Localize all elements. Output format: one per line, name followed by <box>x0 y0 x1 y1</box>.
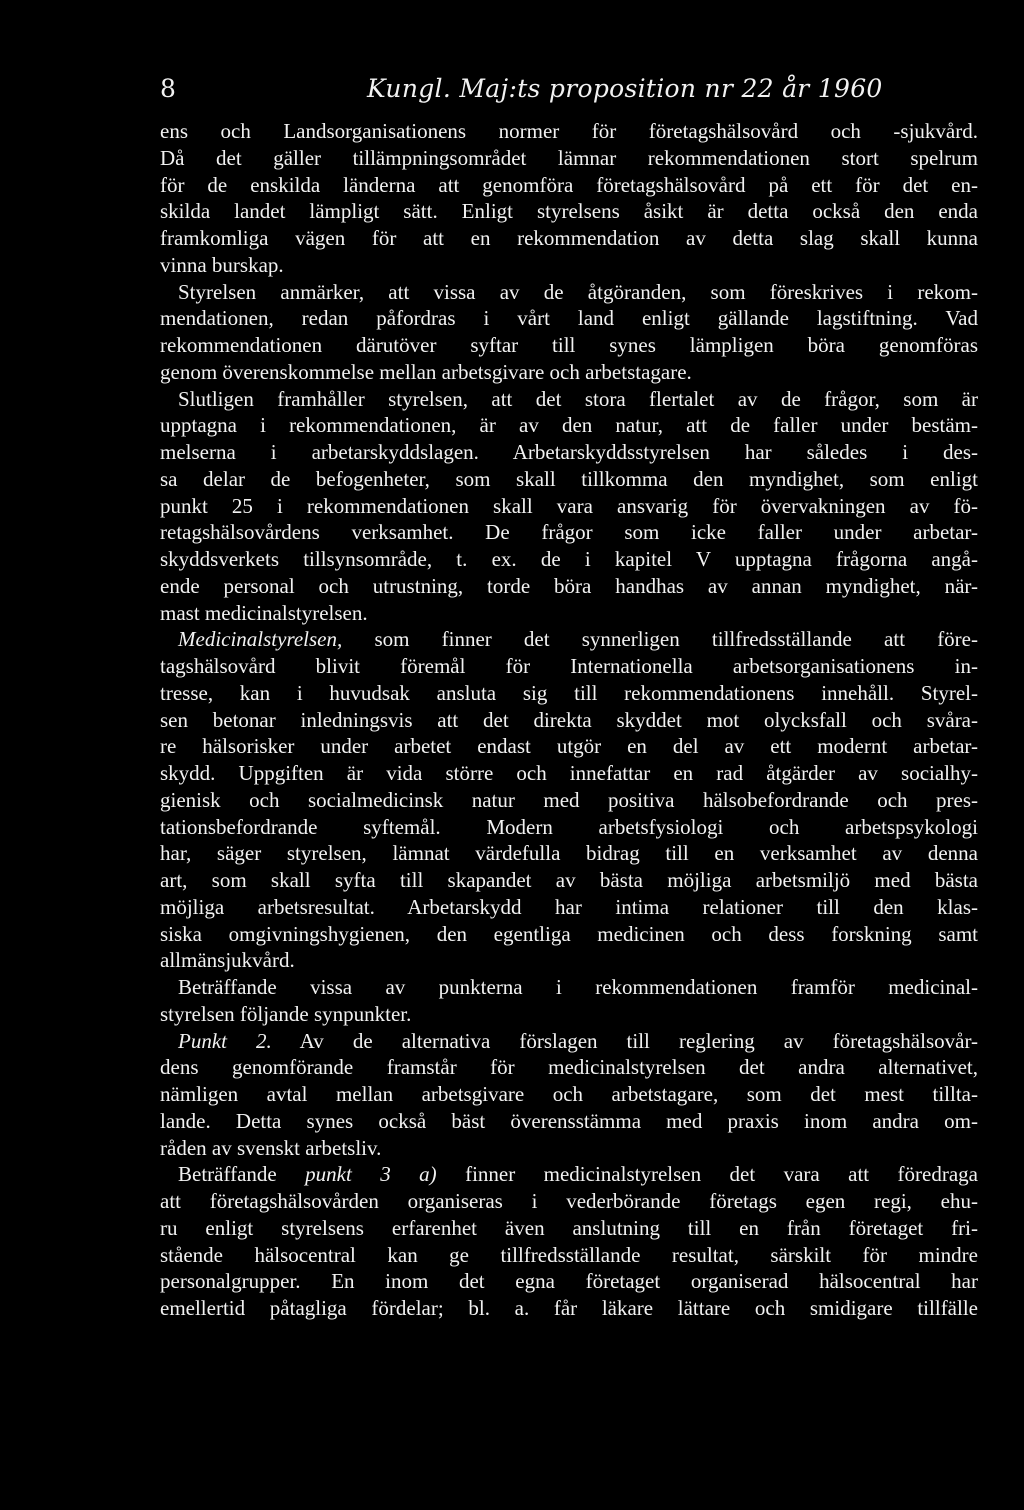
text-line: lande. Detta synes också bäst överensstämma med praxis inom andra om- <box>160 1108 978 1133</box>
text-line: gienisk och socialmedicinsk natur med positiva hälsobefordrande och pres- <box>160 787 978 812</box>
italic-term: punkt 3 a) <box>305 1162 437 1187</box>
text-line: retagshälsovårdens verksamhet. De frågor som icke faller under arbetar- <box>160 520 978 545</box>
text-line: tresse, kan i huvudsak ansluta sig till rekommendationens innehåll. Styrel- <box>160 680 978 705</box>
text-line: Slutligen framhåller styrelsen, att det stora flertalet av de frågor, som är <box>178 386 978 411</box>
text-line <box>160 626 978 653</box>
text-line: Då det gäller tillämpningsområdet lämnar rekommendationen stort spelrum <box>160 145 978 170</box>
text-line: nämligen avtal mellan arbetsgivare och arbetstagare, som det mest tillta- <box>160 1082 978 1106</box>
text-line: dens genomförande framstår för medicinalstyrelsen det andra alternativet, <box>160 1055 978 1080</box>
text-line: rekommendationen därutöver syftar till synes lämpligen böra genomföras <box>160 333 978 357</box>
text-line: ru enligt styrelsens erfarenhet även anslutning till en från företaget fri- <box>160 1215 978 1240</box>
text-line: punkt 25 i rekommendationen skall vara ansvarig för övervakningen av fö- <box>160 493 978 518</box>
running-title: Kungl. Maj:ts proposition nr 22 år 1960 <box>367 74 883 103</box>
text-line: för de enskilda länderna att genomföra företagshälsovård på ett för det en- <box>160 172 978 197</box>
text-line: vinna burskap. <box>160 252 284 277</box>
text-line: upptagna i rekommendationen, är av den natur, att de faller under bestäm- <box>160 413 978 438</box>
text-line: har, säger styrelsen, lämnat värdefulla bidrag till en verksamhet av denna <box>160 841 978 866</box>
text-line: emellertid påtagliga fördelar; bl. a. får läkare lättare och smidigare tillfälle <box>160 1296 978 1320</box>
text-line: ens och Landsorganisationens normer för företagshälsovård och -sjukvård. <box>160 119 978 143</box>
text-line <box>160 1028 978 1055</box>
text-line: skyddsverkets tillsynsområde, t. ex. de i kapitel V upptagna frågorna angå- <box>160 547 978 571</box>
text-line: att företagshälsovården organiseras i vederbörande företags egen regi, ehu- <box>160 1189 978 1213</box>
text-line: ende personal och utrustning, torde böra handhas av annan myndighet, när- <box>160 573 978 598</box>
page-header <box>160 74 980 110</box>
text-line: tationsbefordrande syftemål. Modern arbetsfysiologi och arbetspsykologi <box>160 814 978 839</box>
italic-term: Punkt 2. <box>178 1028 272 1053</box>
text-line: sen betonar inledningsvis att det direkta skyddet mot olycksfall och svåra- <box>160 707 978 732</box>
text-line: Styrelsen anmärker, att vissa av de åtgöranden, som föreskrives i rekom- <box>178 279 978 304</box>
page-number: 8 <box>160 74 176 103</box>
text-line: Beträffande vissa av punkterna i rekommendationen framför medicinal- <box>178 975 978 999</box>
text-line: re hälsorisker under arbetet endast utgör en del av ett modernt arbetar- <box>160 734 978 759</box>
text-line: stående hälsocentral kan ge tillfredsställande resultat, särskilt för mindre <box>160 1242 978 1267</box>
text-line: genom överenskommelse mellan arbetsgivare och arbetstagare. <box>160 359 692 384</box>
text-line: styrelsen följande synpunkter. <box>160 1001 412 1026</box>
line-text: finner medicinalstyrelsen det vara att föredraga <box>436 1162 978 1187</box>
text-line: mast medicinalstyrelsen. <box>160 600 368 625</box>
line-text: Beträffande <box>178 1162 306 1187</box>
text-line: siska omgivningshygienen, den egentliga medicinen och dess forskning samt <box>160 921 978 946</box>
italic-term: Medicinalstyrelsen, <box>178 627 343 652</box>
text-line: framkomliga vägen för att en rekommendation av detta slag skall kunna <box>160 226 978 250</box>
text-line: sa delar de befogenheter, som skall tillkomma den myndighet, som enligt <box>160 466 978 491</box>
text-line: allmänsjukvård. <box>160 948 295 973</box>
text-line: personalgrupper. En inom det egna företaget organiserad hälsocentral har <box>160 1269 978 1294</box>
body-text <box>160 118 978 1322</box>
text-line: skydd. Uppgiften är vida större och innefattar en rad åtgärder av socialhy- <box>160 761 978 785</box>
line-text: som finner det synnerligen tillfredsställande att före- <box>342 627 978 652</box>
text-line: råden av svenskt arbetsliv. <box>160 1135 382 1160</box>
text-line: tagshälsovård blivit föremål för Internationella arbetsorganisationens in- <box>160 654 978 678</box>
text-line: art, som skall syfta till skapandet av bästa möjliga arbetsmiljö med bästa <box>160 868 978 892</box>
text-line: mendationen, redan påfordras i vårt land enligt gällande lagstiftning. Vad <box>160 306 978 331</box>
text-line: skilda landet lämpligt sätt. Enligt styrelsens åsikt är detta också den enda <box>160 199 978 224</box>
text-line <box>160 1161 978 1188</box>
line-text: Av de alternativa förslagen till reglering av företagshälsovår- <box>271 1028 979 1053</box>
text-line: melserna i arbetarskyddslagen. Arbetarskyddsstyrelsen har således i des- <box>160 440 978 464</box>
text-line: möjliga arbetsresultat. Arbetarskydd har intima relationer till den klas- <box>160 894 978 919</box>
